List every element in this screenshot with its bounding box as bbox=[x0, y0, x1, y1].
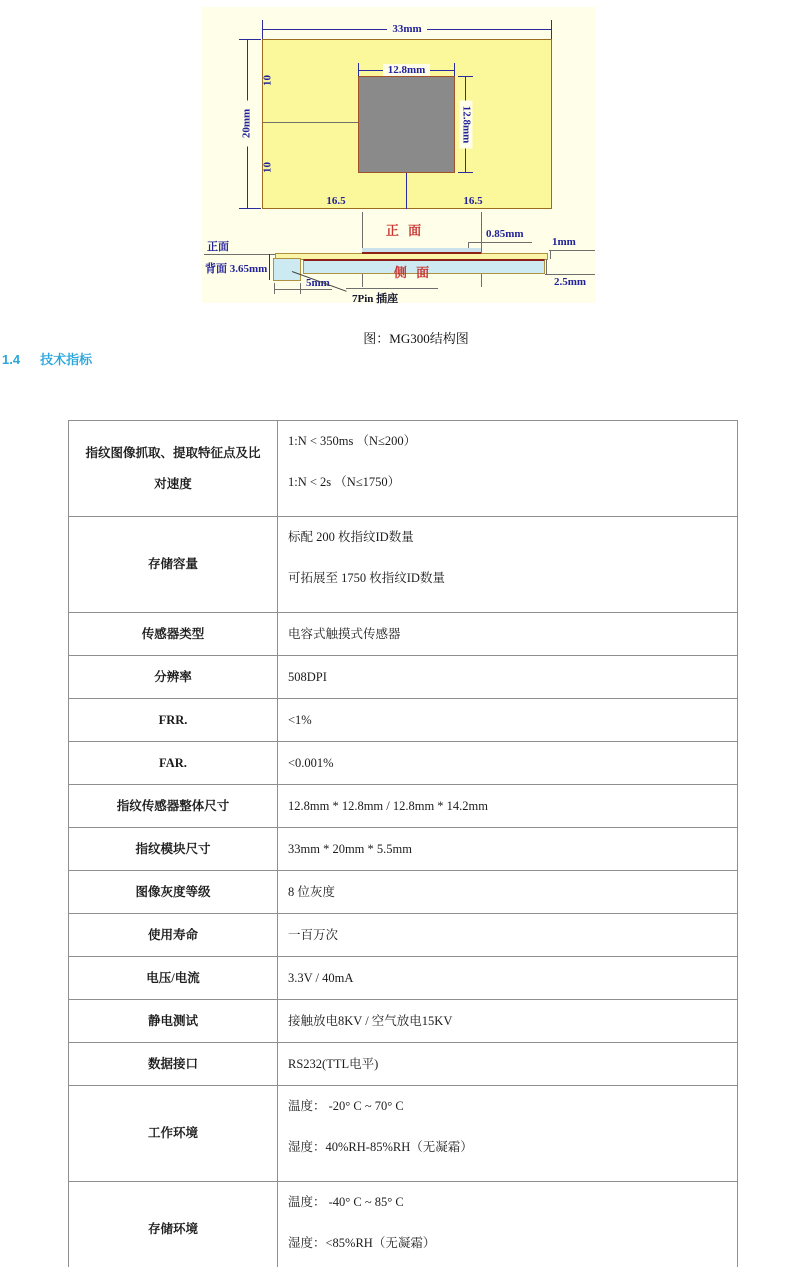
spec-value-line: 8 位灰度 bbox=[288, 884, 335, 899]
dim-label-connector-width: 5mm bbox=[306, 277, 330, 289]
spec-value-line: 3.3V / 40mA bbox=[288, 970, 354, 985]
spec-value bbox=[278, 517, 738, 613]
table-row bbox=[69, 656, 738, 699]
dim-label-offset-right: 16.5 bbox=[463, 195, 483, 207]
center-line bbox=[263, 122, 358, 123]
figure-caption: 图：MG300结构图 bbox=[363, 331, 469, 346]
center-line bbox=[406, 173, 407, 209]
spec-value-line: 33mm * 20mm * 5.5mm bbox=[288, 841, 412, 856]
connector-label: 7Pin 插座 bbox=[352, 293, 399, 305]
table-row bbox=[69, 1086, 738, 1182]
spec-label: 电压/电流 bbox=[69, 957, 278, 1000]
connector-box bbox=[273, 258, 301, 281]
dim-line bbox=[269, 254, 270, 280]
table-row bbox=[69, 613, 738, 656]
spec-value bbox=[278, 656, 738, 699]
spec-value bbox=[278, 421, 738, 517]
dim-line bbox=[549, 250, 595, 251]
face-line bbox=[204, 254, 275, 255]
spec-label: 数据接口 bbox=[69, 1043, 278, 1086]
spec-value-line: 接触放电8KV / 空气放电15KV bbox=[288, 1013, 453, 1028]
dim-tick bbox=[300, 283, 301, 294]
spec-value-line: 湿度：40%RH-85%RH（无凝霜） bbox=[288, 1140, 473, 1154]
spec-label: 存储环境 bbox=[69, 1182, 278, 1267]
guide-line bbox=[481, 212, 482, 287]
dim-line bbox=[468, 242, 532, 243]
table-row bbox=[69, 957, 738, 1000]
spec-table bbox=[68, 420, 738, 1267]
spec-value-line: 一百万次 bbox=[288, 927, 339, 942]
spec-value-line: 电容式触摸式传感器 bbox=[288, 626, 401, 641]
spec-label: 存储容量 bbox=[69, 517, 278, 613]
spec-value-line: 温度： -20° C ~ 70° C bbox=[288, 1099, 404, 1113]
dim-tick bbox=[458, 172, 473, 173]
table-row bbox=[69, 742, 738, 785]
spec-value bbox=[278, 828, 738, 871]
spec-value bbox=[278, 1182, 738, 1267]
dim-label-offset-left: 16.5 bbox=[326, 195, 346, 207]
table-row bbox=[69, 699, 738, 742]
spec-value-line: 标配 200 枚指纹ID数量 bbox=[288, 530, 414, 544]
spec-value bbox=[278, 699, 738, 742]
table-row bbox=[69, 1000, 738, 1043]
dim-label-board-width: 33mm bbox=[262, 23, 552, 36]
dim-label-board-thickness: 1mm bbox=[552, 236, 576, 248]
spec-value bbox=[278, 742, 738, 785]
spec-value bbox=[278, 785, 738, 828]
table-row bbox=[69, 828, 738, 871]
table-row bbox=[69, 914, 738, 957]
dim-tick bbox=[239, 39, 261, 40]
spec-label: 指纹传感器整体尺寸 bbox=[69, 785, 278, 828]
spec-value bbox=[278, 914, 738, 957]
spec-value bbox=[278, 613, 738, 656]
spec-label: 传感器类型 bbox=[69, 613, 278, 656]
spec-value-line: RS232(TTL电平) bbox=[288, 1056, 379, 1071]
spec-value bbox=[278, 871, 738, 914]
side-face-label: 侧 面 bbox=[393, 265, 433, 280]
sensor-window bbox=[358, 76, 455, 173]
spec-label: 静电测试 bbox=[69, 1000, 278, 1043]
table-row bbox=[69, 517, 738, 613]
dim-tick bbox=[550, 250, 551, 259]
table-row bbox=[69, 785, 738, 828]
dim-label-sensor-height: 12.8mm bbox=[460, 101, 473, 149]
section-number: 1.4 bbox=[2, 352, 21, 367]
front-face-label: 正 面 bbox=[385, 223, 425, 238]
dim-label-sensor-width: 12.8mm bbox=[348, 64, 465, 77]
table-row bbox=[69, 1043, 738, 1086]
side-view-sensor-base bbox=[362, 252, 481, 254]
spec-value bbox=[278, 1086, 738, 1182]
spec-value-line: 1:N < 2s （N≤1750） bbox=[288, 475, 401, 489]
dim-line bbox=[545, 274, 595, 275]
dim-label-offset-bottom: 10 bbox=[261, 162, 274, 173]
table-row bbox=[69, 1182, 738, 1267]
section-heading bbox=[2, 349, 92, 368]
dim-tick bbox=[239, 208, 261, 209]
leader-line bbox=[346, 288, 438, 289]
dim-label-offset-top: 10 bbox=[261, 75, 274, 86]
spec-label: 指纹模块尺寸 bbox=[69, 828, 278, 871]
spec-value bbox=[278, 1000, 738, 1043]
dim-tick bbox=[458, 76, 473, 77]
dim-label-bottom-thickness: 2.5mm bbox=[554, 276, 587, 288]
structure-diagram bbox=[202, 7, 596, 303]
spec-value-line: <0.001% bbox=[288, 755, 334, 770]
spec-label: 指纹图像抓取、提取特征点及比对速度 bbox=[69, 421, 278, 517]
dim-line bbox=[274, 289, 332, 290]
spec-value-line: <1% bbox=[288, 712, 312, 727]
spec-value bbox=[278, 957, 738, 1000]
table-row bbox=[69, 421, 738, 517]
spec-value-line: 508DPI bbox=[288, 669, 327, 684]
dim-label-board-height: 20mm bbox=[241, 101, 254, 147]
spec-label: FAR. bbox=[69, 742, 278, 785]
dim-tick bbox=[546, 259, 547, 274]
spec-label: 工作环境 bbox=[69, 1086, 278, 1182]
spec-label: 图像灰度等级 bbox=[69, 871, 278, 914]
spec-label: FRR. bbox=[69, 699, 278, 742]
spec-value-line: 12.8mm * 12.8mm / 12.8mm * 14.2mm bbox=[288, 798, 489, 813]
dim-tick bbox=[274, 283, 275, 294]
spec-value bbox=[278, 1043, 738, 1086]
spec-value-line: 1:N < 350ms （N≤200） bbox=[288, 434, 417, 448]
section-title: 技术指标 bbox=[40, 352, 93, 367]
back-face-label: 背面 3.65mm bbox=[205, 263, 268, 275]
spec-value-line: 湿度：<85%RH（无凝霜） bbox=[288, 1236, 436, 1250]
spec-value-line: 温度： -40° C ~ 85° C bbox=[288, 1195, 404, 1209]
spec-label: 使用寿命 bbox=[69, 914, 278, 957]
spec-value-line: 可拓展至 1750 枚指纹ID数量 bbox=[288, 571, 445, 585]
front-face-side-label: 正面 bbox=[207, 241, 229, 253]
dim-label-sensor-thickness: 0.85mm bbox=[486, 228, 524, 240]
table-row bbox=[69, 871, 738, 914]
spec-label: 分辨率 bbox=[69, 656, 278, 699]
